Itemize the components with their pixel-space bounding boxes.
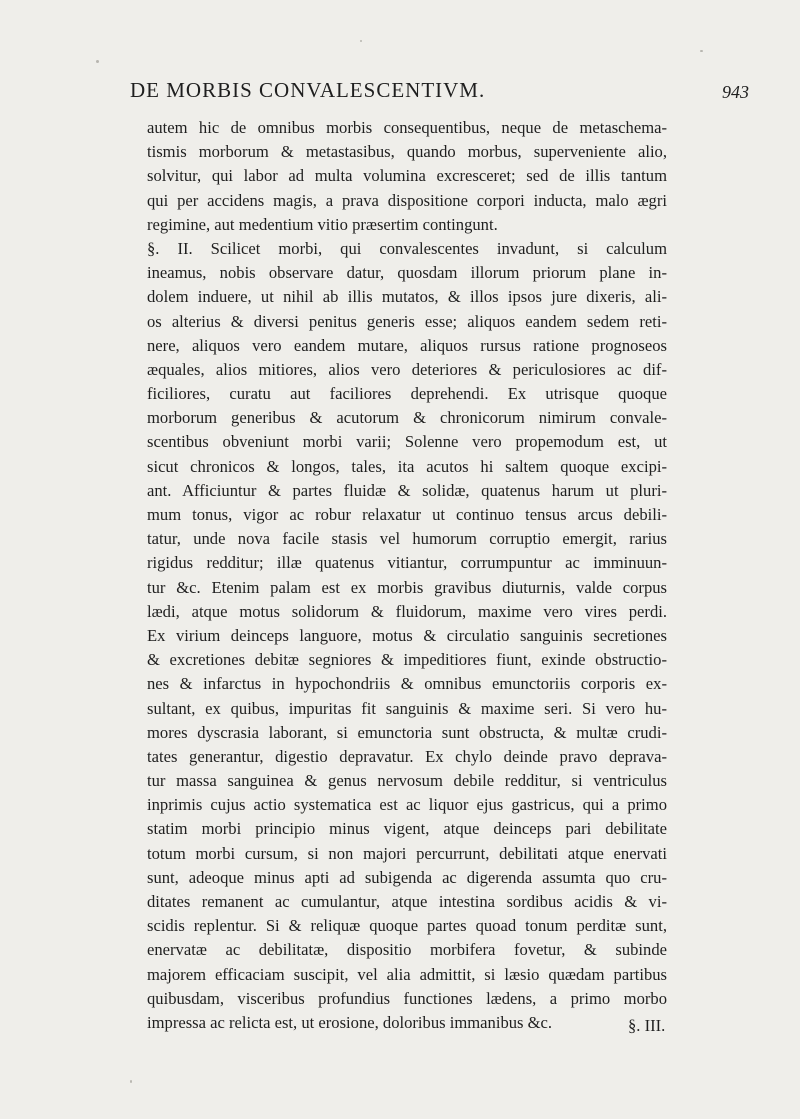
text-line: tur massa sanguinea & genus nervosum debile redditur, si ventriculus <box>147 771 667 791</box>
paper-speck <box>700 50 703 52</box>
text-line: rigidus redditur; illæ quatenus vitiantur, corrumpuntur ac imminuun- <box>147 553 667 573</box>
paper-speck <box>130 1080 132 1083</box>
catchword: §. III. <box>628 1016 666 1035</box>
text-line: ficiliores, curatu aut faciliores deprehendi. Ex utrisque quoque <box>147 384 667 404</box>
text-line: & excretiones debitæ segniores & impeditiores fiunt, exinde obstructio- <box>147 650 667 670</box>
text-line: statim morbi principio minus vigent, atque deinceps pari debilitate <box>147 819 667 839</box>
text-line: os alterius & diversi penitus generis esse; aliquos eandem sedem reti- <box>147 311 667 331</box>
text-line: majorem efficaciam suscipit, vel alia admittit, si læsio quædam partibus <box>147 964 667 984</box>
text-line: ant. Afficiuntur & partes fluidæ & solidæ, quatenus harum ut pluri- <box>147 480 667 500</box>
text-line: tates generantur, digestio depravatur. Ex chylo deinde pravo deprava- <box>147 746 667 766</box>
text-line: quibusdam, visceribus profundius functiones lædens, a primo morbo <box>147 988 667 1008</box>
text-line: æquales, alios mitiores, alios vero deteriores & periculosiores ac dif- <box>147 359 667 379</box>
text-line: tur &c. Etenim palam est ex morbis gravibus diuturnis, valde corpus <box>147 577 667 597</box>
running-title: DE MORBIS CONVALESCENTIVM. <box>130 78 486 102</box>
paper-speck <box>96 60 99 63</box>
text-line: ditates remanent ac cumulantur, atque intestina sordibus acidis & vi- <box>147 892 667 911</box>
text-line: Ex virium deinceps languore, motus & circulatio sanguinis secretiones <box>147 625 667 645</box>
text-line: enervatæ ac debilitatæ, dispositio morbifera fovetur, & subinde <box>147 940 667 960</box>
text-line: sunt, adeoque minus apti ad subigenda ac digerenda assumta quo cru- <box>147 867 667 887</box>
text-line: mum tonus, vigor ac robur relaxatur ut continuo tensus arcus debili- <box>147 505 667 524</box>
text-line: solvitur, qui labor ad multa volumina excresceret; sed de illis tantum <box>147 166 667 186</box>
text-line: scidis replentur. Si & reliquæ quoque partes quoad tonum perditæ sunt, <box>147 916 667 936</box>
text-line: lædi, atque motus solidorum & fluidorum, maxime vero vires perdi. <box>147 601 667 621</box>
text-line: tatur, unde nova facile stasis vel humorum corruptio emergit, rarius <box>147 529 667 549</box>
text-line: qui per accidens magis, a prava dispositione corpori inducta, malo ægri <box>147 190 667 210</box>
text-line: nes & infarctus in hypochondriis & omnibus emunctoriis corporis ex- <box>147 674 667 694</box>
body-text <box>147 116 667 1035</box>
text-line: ineamus, nobis observare datur, quosdam illorum priorum plane in- <box>147 263 667 283</box>
text-line: morborum generibus & acutorum & chronicorum nimirum convale- <box>147 408 667 428</box>
text-line: nere, aliquos vero eandem mutare, aliquos rursus ratione prognoseos <box>147 335 667 355</box>
paper-speck <box>360 40 362 42</box>
text-line: tismis morborum & metastasibus, quando morbus, superveniente alio, <box>147 142 667 162</box>
text-line: scentibus obveniunt morbi varii; Solenne vero propemodum est, ut <box>147 432 667 452</box>
text-line: regimine, aut medentium vitio præsertim contingunt. <box>147 214 498 234</box>
text-line: §. II. Scilicet morbi, qui convalescentes invadunt, si calculum <box>147 238 667 258</box>
page-number: 943 <box>722 82 749 102</box>
text-line: sicut chronicos & longos, tales, ita acutos hi saltem quoque excipi- <box>147 456 667 476</box>
text-line: inprimis cujus actio systematica est ac liquor ejus gastricus, qui a primo <box>147 795 667 815</box>
text-line: totum morbi cursum, si non majori percurrunt, debilitati atque enervati <box>147 843 667 863</box>
text-line: sultant, ex quibus, impuritas fit sanguinis & maxime seri. Si vero hu- <box>147 698 667 718</box>
text-line: mores dyscrasia laborant, si emunctoria sunt obstructa, & multæ crudi- <box>147 722 667 742</box>
text-line: impressa ac relicta est, ut erosione, doloribus immanibus &c. <box>147 1012 553 1032</box>
text-line: autem hic de omnibus morbis consequentibus, neque de metaschema- <box>147 118 667 137</box>
text-line: dolem induere, ut nihil ab illis mutatos, & illos ipsos jure dixeris, ali- <box>147 287 667 307</box>
